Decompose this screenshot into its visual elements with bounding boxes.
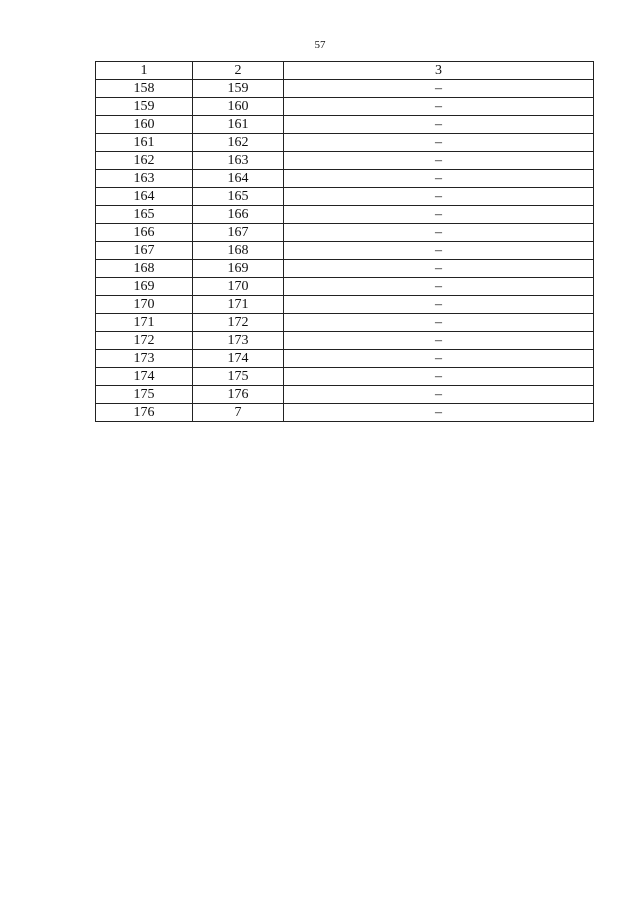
table-cell: 160 — [96, 116, 193, 134]
column-header-3: 3 — [284, 62, 594, 80]
table-cell: 163 — [193, 152, 284, 170]
table-row — [96, 134, 594, 152]
table-row — [96, 206, 594, 224]
table-cell: 161 — [193, 116, 284, 134]
table-cell: 170 — [193, 278, 284, 296]
table-cell: – — [284, 80, 594, 98]
table-cell: – — [284, 242, 594, 260]
table-cell: 174 — [193, 350, 284, 368]
table-cell: 164 — [96, 188, 193, 206]
table-cell: 158 — [96, 80, 193, 98]
table-cell: 170 — [96, 296, 193, 314]
table-cell: – — [284, 332, 594, 350]
table-cell: – — [284, 350, 594, 368]
table-row — [96, 98, 594, 116]
table-cell: 171 — [193, 296, 284, 314]
table-cell: 161 — [96, 134, 193, 152]
table-cell: 176 — [193, 386, 284, 404]
table-row — [96, 170, 594, 188]
table-row — [96, 242, 594, 260]
table-cell: – — [284, 368, 594, 386]
table-body — [96, 80, 594, 422]
table-cell: 173 — [96, 350, 193, 368]
table-row — [96, 152, 594, 170]
data-table — [95, 61, 594, 422]
table-cell: – — [284, 98, 594, 116]
table-cell: 166 — [193, 206, 284, 224]
table-cell: – — [284, 224, 594, 242]
table-row — [96, 386, 594, 404]
table-cell: – — [284, 170, 594, 188]
table-header — [96, 62, 594, 80]
table-cell: 175 — [96, 386, 193, 404]
table-cell: 176 — [96, 404, 193, 422]
table-cell: – — [284, 206, 594, 224]
table-row — [96, 314, 594, 332]
table-row — [96, 278, 594, 296]
table-cell: 166 — [96, 224, 193, 242]
column-header-2: 2 — [193, 62, 284, 80]
table-row — [96, 80, 594, 98]
table-cell: 159 — [96, 98, 193, 116]
table-cell: – — [284, 278, 594, 296]
table-row — [96, 368, 594, 386]
table-cell: 175 — [193, 368, 284, 386]
page-number: 57 — [314, 39, 326, 51]
table-cell: 165 — [193, 188, 284, 206]
table-cell: 172 — [193, 314, 284, 332]
table-row — [96, 188, 594, 206]
table-cell: 168 — [96, 260, 193, 278]
table-cell: – — [284, 188, 594, 206]
table-cell: – — [284, 152, 594, 170]
table-row — [96, 260, 594, 278]
table-row — [96, 350, 594, 368]
column-header-1: 1 — [96, 62, 193, 80]
table-cell: 169 — [96, 278, 193, 296]
table-cell: 164 — [193, 170, 284, 188]
header-row — [96, 62, 594, 80]
table-row — [96, 296, 594, 314]
table-cell: 174 — [96, 368, 193, 386]
table-cell: 163 — [96, 170, 193, 188]
table-cell: 171 — [96, 314, 193, 332]
table-cell: 169 — [193, 260, 284, 278]
table-cell: 162 — [193, 134, 284, 152]
table-cell: 159 — [193, 80, 284, 98]
table-cell: 168 — [193, 242, 284, 260]
table-cell: – — [284, 296, 594, 314]
table-cell: 160 — [193, 98, 284, 116]
table-cell: 167 — [193, 224, 284, 242]
table-row — [96, 224, 594, 242]
table-cell: – — [284, 314, 594, 332]
table-cell: 173 — [193, 332, 284, 350]
table-row — [96, 116, 594, 134]
table-cell: 167 — [96, 242, 193, 260]
table-cell: – — [284, 116, 594, 134]
table-cell: 165 — [96, 206, 193, 224]
table-cell: – — [284, 404, 594, 422]
table-cell: 162 — [96, 152, 193, 170]
table-cell: 172 — [96, 332, 193, 350]
table-cell: 7 — [193, 404, 284, 422]
table-cell: – — [284, 260, 594, 278]
table-row — [96, 404, 594, 422]
table-row — [96, 332, 594, 350]
table-cell: – — [284, 134, 594, 152]
table-cell: – — [284, 386, 594, 404]
